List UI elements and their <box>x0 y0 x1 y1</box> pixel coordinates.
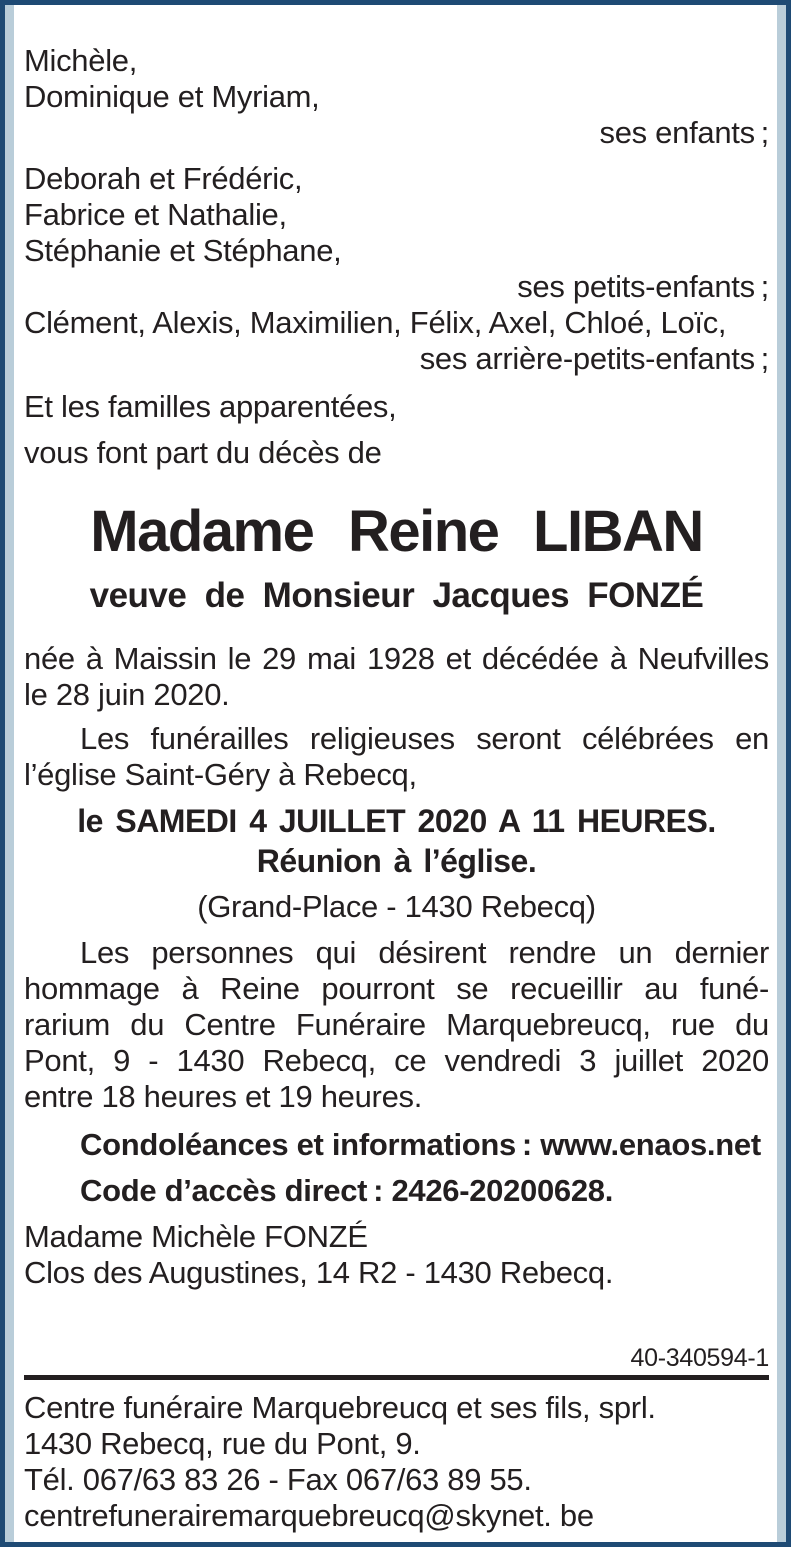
left-inner-stripe <box>5 5 14 1542</box>
church-meeting-line: Réunion à l’église. <box>256 843 537 879</box>
deceased-name-title: Madame Reine LIBAN <box>90 499 703 564</box>
relative-name-line: Stéphanie et Stéphane, <box>24 233 342 268</box>
reference-number: 40-340594-1 <box>630 1344 769 1372</box>
homage-paragraph-line: Les personnes qui désirent rendre un dernier <box>80 935 769 970</box>
announcement-line: vous font part du décès de <box>24 435 382 470</box>
relative-name-line: Michèle, <box>24 43 138 78</box>
homage-paragraph-line: entre 18 heures et 19 heures. <box>24 1079 423 1114</box>
right-inner-stripe <box>777 5 786 1542</box>
separator-rule <box>24 1375 769 1380</box>
relation-label-great-grandchildren: ses arrière-petits-enfants ; <box>419 341 769 376</box>
funeral-home-phone-line: Tél. 067/63 83 26 - Fax 067/63 89 55. <box>24 1462 532 1497</box>
relative-name-line: Dominique et Myriam, <box>24 79 320 114</box>
funeral-home-block <box>24 1390 769 1534</box>
funeral-service-line: Les funérailles religieuses seront célébrées en <box>80 721 769 756</box>
homage-paragraph-line: Pont, 9 - 1430 Rebecq, ce vendredi 3 juillet 2020 <box>24 1043 769 1078</box>
birth-death-line: née à Maissin le 29 mai 1928 et décédée à Neufvilles <box>24 641 769 676</box>
contact-address-line: Clos des Augustines, 14 R2 - 1430 Rebecq. <box>24 1255 614 1290</box>
homage-paragraph-line: rarium du Centre Funéraire Marquebreucq, rue du <box>24 1007 769 1042</box>
condolences-website-line: Condoléances et informations : www.enaos.net <box>80 1127 761 1162</box>
funeral-home-name-line: Centre funéraire Marquebreucq et ses fils, sprl. <box>24 1390 656 1425</box>
contact-name-line: Madame Michèle FONZÉ <box>24 1219 368 1254</box>
ceremony-location-line: (Grand-Place - 1430 Rebecq) <box>197 889 596 924</box>
relation-label-grandchildren: ses petits-enfants ; <box>517 269 769 304</box>
funeral-service-line: l’église Saint-Géry à Rebecq, <box>24 757 417 792</box>
relative-name-line: Deborah et Frédéric, <box>24 161 303 196</box>
relative-name-line: Fabrice et Nathalie, <box>24 197 287 232</box>
relative-name-line: Clément, Alexis, Maximilien, Félix, Axel, Chloé, Loïc, <box>24 305 727 340</box>
notice-footer <box>24 1344 769 1534</box>
funeral-home-address-line: 1430 Rebecq, rue du Pont, 9. <box>24 1426 421 1461</box>
funeral-home-email-line: centrefunerairemarquebreucq@skynet. be <box>24 1498 594 1533</box>
homage-paragraph-line: hommage à Reine pourront se recueillir au funé- <box>24 971 769 1006</box>
relation-label-children: ses enfants ; <box>599 115 769 150</box>
related-families-line: Et les familles apparentées, <box>24 389 397 424</box>
ceremony-datetime-line: le SAMEDI 4 JUILLET 2020 A 11 HEURES. <box>77 803 716 839</box>
widow-of-line: veuve de Monsieur Jacques FONZÉ <box>89 576 704 615</box>
birth-death-line: le 28 juin 2020. <box>24 677 230 712</box>
access-code-line: Code d’accès direct : 2426-20200628. <box>80 1173 614 1208</box>
notice-content <box>14 5 777 1542</box>
